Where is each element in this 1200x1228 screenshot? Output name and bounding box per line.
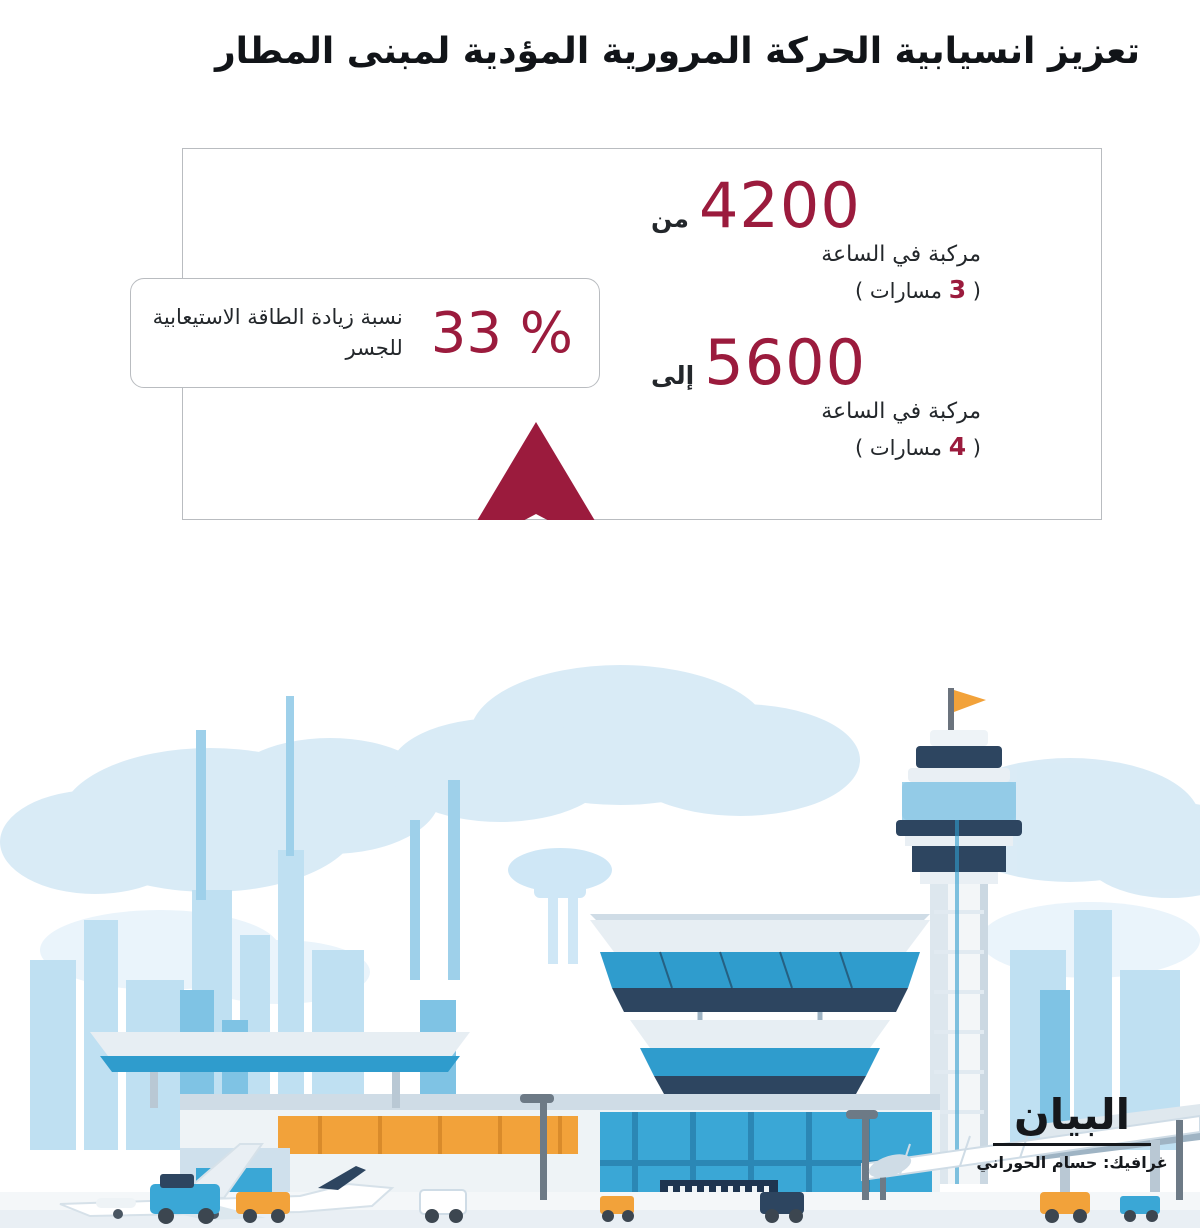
stat-to-value: 5600 bbox=[704, 326, 867, 400]
logo-wordmark: البيان bbox=[1013, 1090, 1131, 1139]
stat-from-sub: مركبة في الساعة bbox=[821, 242, 981, 268]
stat-to-lanes-text: مسارات ) bbox=[855, 436, 943, 461]
capacity-value: 33 % bbox=[430, 300, 573, 366]
stat-from-lanes-num: 3 bbox=[948, 275, 967, 305]
stat-to-lanes-open: ( bbox=[972, 436, 981, 461]
graphic-credit: غرافيك: حسام الحوراني bbox=[976, 1153, 1168, 1172]
stat-group-to bbox=[651, 326, 981, 462]
stat-from-value: 4200 bbox=[698, 169, 861, 242]
publisher-logo bbox=[972, 1090, 1172, 1172]
page-title: تعزيز انسيابية الحركة المرورية المؤدية لمبنى المطار bbox=[214, 31, 1140, 72]
stat-group-from bbox=[651, 169, 981, 305]
stat-to-lanes-num: 4 bbox=[948, 432, 967, 462]
stat-from-lanes-text: مسارات ) bbox=[855, 279, 943, 304]
logo-underline bbox=[993, 1143, 1151, 1146]
stat-to-prefix: إلى bbox=[651, 361, 695, 391]
stat-to-sub: مركبة في الساعة bbox=[821, 399, 981, 425]
stat-to-line bbox=[651, 326, 981, 400]
capacity-label: نسبة زيادة الطاقة الاستيعابية للجسر bbox=[152, 304, 403, 360]
capacity-increase-card bbox=[130, 278, 600, 388]
stat-from-line bbox=[651, 169, 981, 242]
traffic-stats-column bbox=[651, 169, 981, 487]
stat-from-lanes-open: ( bbox=[972, 279, 981, 304]
stat-to-lanes bbox=[651, 432, 981, 461]
stat-from-lanes bbox=[651, 275, 981, 304]
stat-from-prefix: من bbox=[651, 204, 689, 233]
